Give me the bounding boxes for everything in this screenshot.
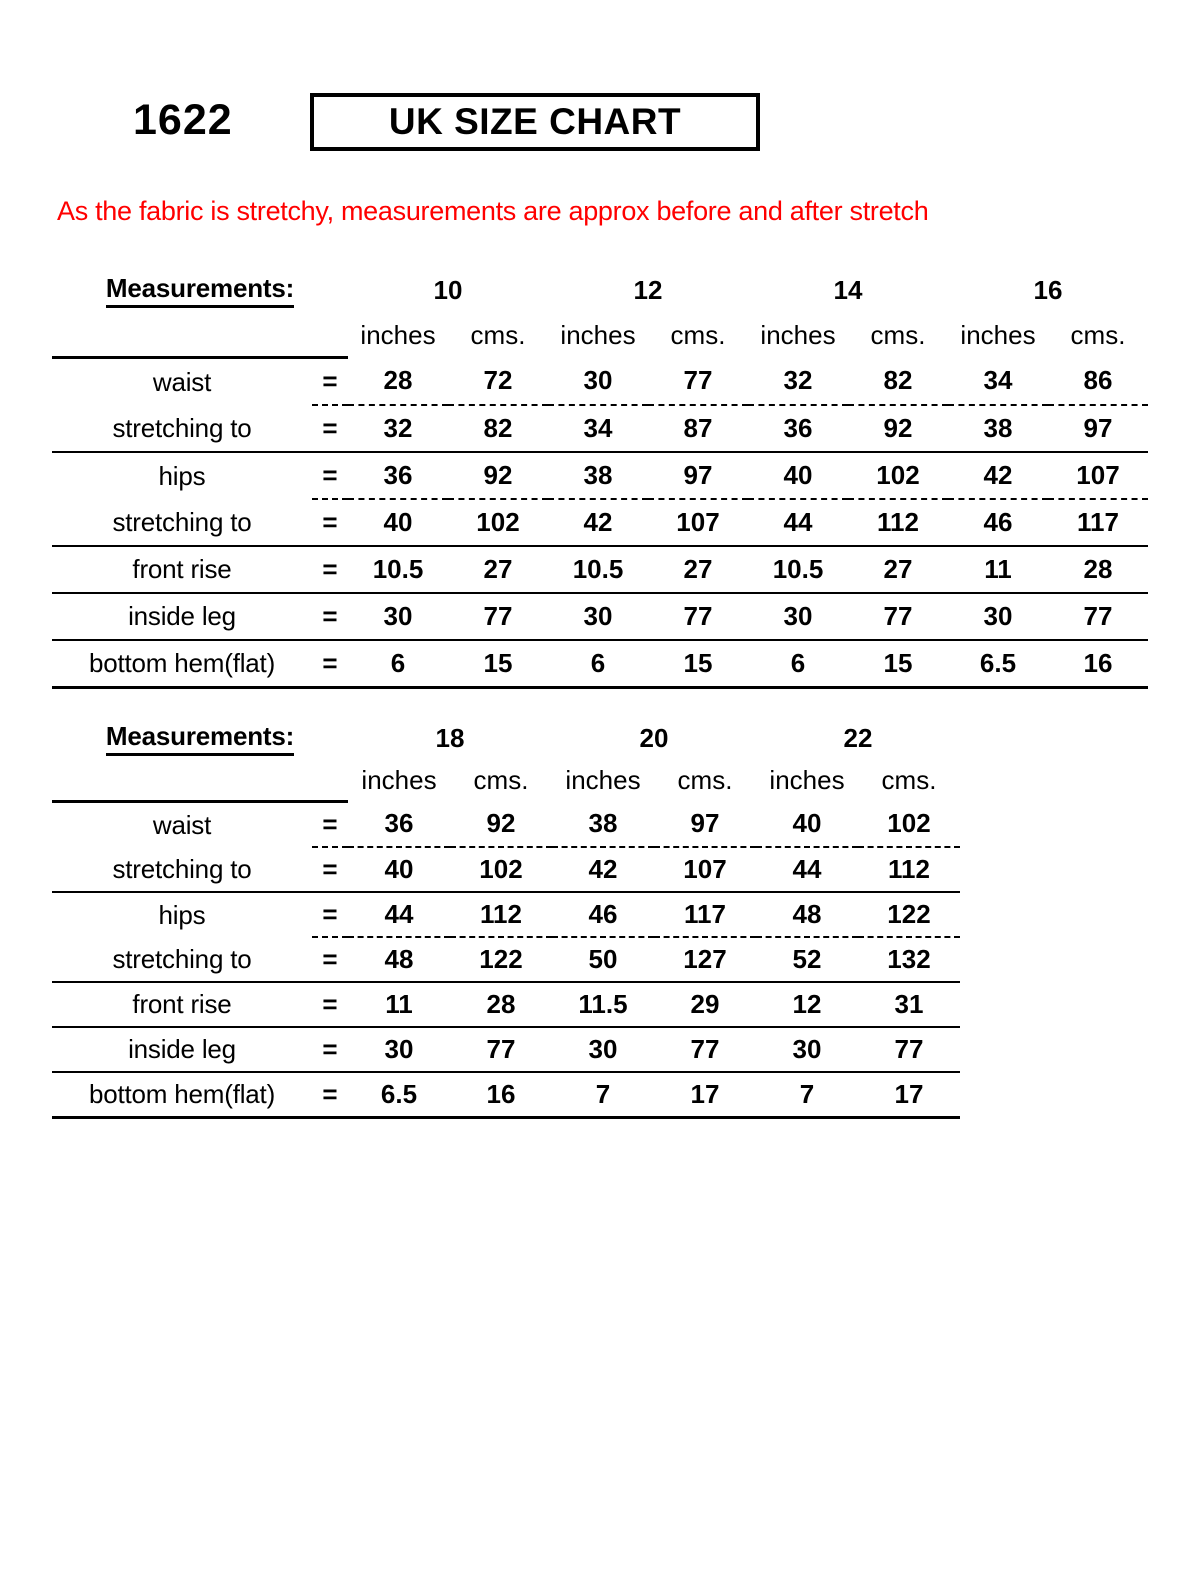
value-cell: 11.5 [552,982,654,1027]
size-header: 22 [843,722,873,753]
unit-header-inches: inches [361,765,437,796]
value-cell: 15 [648,640,748,688]
unit-header-inches: inches [565,765,641,796]
unit-header-cms: cms. [870,319,926,350]
value-cell: 82 [848,358,948,406]
value-cell: 6 [348,640,448,688]
measurements-heading: Measurements: [106,721,294,756]
value-cell: 10.5 [348,546,448,593]
value-cell: 97 [654,802,756,848]
equals-sign: = [312,892,348,937]
value-cell: 87 [648,405,748,452]
value-cell: 28 [348,358,448,406]
value-cell: 102 [450,847,552,892]
value-cell: 38 [552,802,654,848]
value-cell: 32 [348,405,448,452]
value-cell: 117 [1048,499,1148,546]
equals-sign: = [312,1072,348,1118]
row-label: front rise [52,546,312,593]
unit-header-cms: cms. [1070,319,1126,350]
value-cell: 86 [1048,358,1148,406]
value-cell: 32 [748,358,848,406]
value-cell: 16 [450,1072,552,1118]
row-label: bottom hem(flat) [52,640,312,688]
equals-sign: = [312,982,348,1027]
measurements-heading: Measurements: [106,273,294,308]
value-cell: 132 [858,937,960,982]
size-header: 14 [833,275,863,305]
value-cell: 77 [648,358,748,406]
value-cell: 17 [858,1072,960,1118]
value-cell: 42 [548,499,648,546]
equals-sign: = [312,452,348,499]
unit-header-cms: cms. [677,765,733,796]
row-label: front rise [52,982,312,1027]
value-cell: 27 [848,546,948,593]
value-cell: 92 [848,405,948,452]
value-cell: 77 [858,1027,960,1072]
value-cell: 48 [348,937,450,982]
value-cell: 97 [1048,405,1148,452]
value-cell: 46 [948,499,1048,546]
value-cell: 30 [348,593,448,640]
units-corner-cell [52,313,348,358]
row-label: inside leg [52,1027,312,1072]
value-cell: 107 [648,499,748,546]
value-cell: 38 [548,452,648,499]
unit-header-inches: inches [560,319,636,350]
size-header: 18 [435,722,465,753]
value-cell: 30 [348,1027,450,1072]
value-cell: 30 [548,358,648,406]
table-row [52,982,960,1027]
value-cell: 77 [1048,593,1148,640]
value-cell: 122 [450,937,552,982]
equals-sign: = [312,546,348,593]
value-cell: 40 [348,847,450,892]
value-cell: 77 [450,1027,552,1072]
value-cell: 29 [654,982,756,1027]
value-cell: 102 [848,452,948,499]
value-cell: 42 [948,452,1048,499]
units-corner-cell [52,760,348,802]
value-cell: 36 [348,452,448,499]
value-cell: 36 [348,802,450,848]
value-cell: 16 [1048,640,1148,688]
value-cell: 30 [748,593,848,640]
measurements-heading-cell [52,716,348,760]
table-row [52,358,1148,406]
value-cell: 50 [552,937,654,982]
value-cell: 42 [552,847,654,892]
table-row [52,1072,960,1118]
size-header: 10 [433,275,463,305]
table-row [52,847,960,892]
value-cell: 112 [450,892,552,937]
value-cell: 31 [858,982,960,1027]
value-cell: 92 [448,452,548,499]
unit-header-inches: inches [760,319,836,350]
value-cell: 102 [448,499,548,546]
unit-header-cms: cms. [670,319,726,350]
row-label: hips [158,460,206,491]
value-cell: 102 [858,802,960,848]
value-cell: 6.5 [348,1072,450,1118]
size-chart-table-1 [52,268,1148,689]
value-cell: 44 [748,499,848,546]
value-cell: 77 [448,593,548,640]
value-cell: 77 [648,593,748,640]
value-cell: 6 [548,640,648,688]
value-cell: 28 [450,982,552,1027]
value-cell: 44 [756,847,858,892]
value-cell: 17 [654,1072,756,1118]
value-cell: 52 [756,937,858,982]
size-header: 12 [633,275,663,305]
value-cell: 112 [858,847,960,892]
unit-header-inches: inches [960,319,1036,350]
equals-sign: = [312,499,348,546]
table-row [52,452,1148,499]
value-cell: 34 [548,405,648,452]
value-cell: 40 [348,499,448,546]
value-cell: 92 [450,802,552,848]
equals-sign: = [312,358,348,406]
style-code: 1622 [133,96,233,144]
value-cell: 27 [448,546,548,593]
value-cell: 7 [552,1072,654,1118]
equals-sign: = [312,937,348,982]
value-cell: 11 [348,982,450,1027]
table-row [52,892,960,937]
table-row [52,802,960,848]
row-label: bottom hem(flat) [52,1072,312,1118]
row-label: inside leg [52,593,312,640]
value-cell: 36 [748,405,848,452]
value-cell: 10.5 [748,546,848,593]
value-cell: 15 [448,640,548,688]
equals-sign: = [312,847,348,892]
value-cell: 28 [1048,546,1148,593]
value-cell: 122 [858,892,960,937]
measurements-heading-cell [52,268,348,313]
value-cell: 46 [552,892,654,937]
equals-sign: = [312,802,348,848]
value-cell: 44 [348,892,450,937]
unit-header-cms: cms. [473,765,529,796]
table-row [52,546,1148,593]
value-cell: 82 [448,405,548,452]
value-cell: 6.5 [948,640,1048,688]
row-label: hips [158,899,206,930]
size-header: 16 [1033,275,1063,305]
value-cell: 30 [756,1027,858,1072]
value-cell: 34 [948,358,1048,406]
unit-header-cms: cms. [881,765,937,796]
page-title: UK SIZE CHART [388,101,682,142]
value-cell: 72 [448,358,548,406]
value-cell: 107 [1048,452,1148,499]
row-label: stretching to [52,499,312,546]
equals-sign: = [312,593,348,640]
equals-sign: = [312,405,348,452]
size-header: 20 [639,722,669,753]
row-label: waist [52,802,312,848]
stretch-note: As the fabric is stretchy, measurements are approx before and after stretch [57,196,929,226]
unit-header-cms: cms. [470,319,526,350]
row-label: waist [52,358,312,406]
table-row [52,640,1148,688]
value-cell: 30 [948,593,1048,640]
value-cell: 97 [648,452,748,499]
table-row [52,937,960,982]
table-row [52,1027,960,1072]
row-label: stretching to [52,937,312,982]
title-box [310,93,760,151]
value-cell: 127 [654,937,756,982]
value-cell: 40 [748,452,848,499]
value-cell: 40 [756,802,858,848]
value-cell: 77 [848,593,948,640]
value-cell: 6 [748,640,848,688]
value-cell: 27 [648,546,748,593]
table-row [52,499,1148,546]
value-cell: 12 [756,982,858,1027]
size-chart-table-2 [52,716,960,1119]
value-cell: 107 [654,847,756,892]
value-cell: 10.5 [548,546,648,593]
unit-header-inches: inches [360,319,436,350]
value-cell: 38 [948,405,1048,452]
value-cell: 11 [948,546,1048,593]
value-cell: 77 [654,1027,756,1072]
row-label: stretching to [52,405,312,452]
value-cell: 7 [756,1072,858,1118]
equals-sign: = [312,640,348,688]
value-cell: 30 [552,1027,654,1072]
value-cell: 48 [756,892,858,937]
table-row [52,405,1148,452]
value-cell: 112 [848,499,948,546]
value-cell: 30 [548,593,648,640]
value-cell: 15 [848,640,948,688]
equals-sign: = [312,1027,348,1072]
unit-header-inches: inches [769,765,845,796]
table-row [52,593,1148,640]
value-cell: 117 [654,892,756,937]
row-label: stretching to [52,847,312,892]
